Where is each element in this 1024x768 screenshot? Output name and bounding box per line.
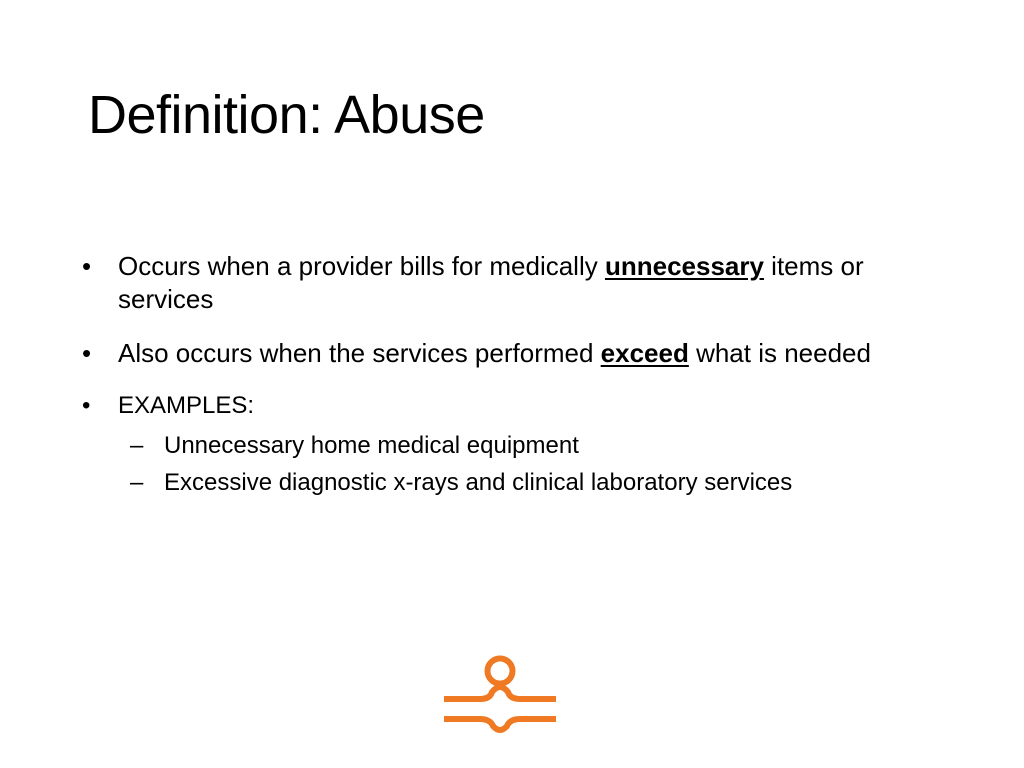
slide-title: Definition: Abuse	[88, 85, 485, 145]
example-item-home-equipment	[124, 427, 940, 464]
example-text: Unnecessary home medical equipment	[164, 432, 579, 459]
bullet-text-start: Occurs when a provider bills for medically	[118, 251, 605, 281]
bullet-item-exceed	[80, 337, 940, 370]
bullet-item-examples	[80, 391, 940, 501]
bullet-marker: •	[82, 251, 92, 281]
bullet-marker: •	[82, 392, 91, 419]
logo-lower-wave	[444, 719, 556, 730]
logo-head-circle	[488, 659, 513, 684]
bullet-text-start: Also occurs when the services performed	[118, 338, 601, 368]
bullet-text-end: items or services	[118, 251, 864, 314]
orange-person-waves-logo-icon	[440, 652, 560, 736]
example-item-diagnostics	[124, 464, 940, 501]
bullet-marker: •	[82, 338, 92, 368]
bullet-list	[80, 250, 940, 501]
examples-heading: EXAMPLES:	[118, 392, 255, 419]
logo-upper-wave	[444, 687, 556, 699]
example-text: Excessive diagnostic x-rays and clinical laboratory services	[164, 469, 793, 496]
examples-sublist	[124, 427, 940, 501]
dash-marker: –	[130, 432, 144, 459]
bullet-item-unnecessary	[80, 250, 940, 316]
bullet-text-end: what is needed	[688, 338, 871, 368]
emphasis-unnecessary: unnecessary	[604, 251, 764, 281]
emphasis-exceed: exceed	[600, 338, 689, 368]
dash-marker: –	[130, 469, 144, 496]
